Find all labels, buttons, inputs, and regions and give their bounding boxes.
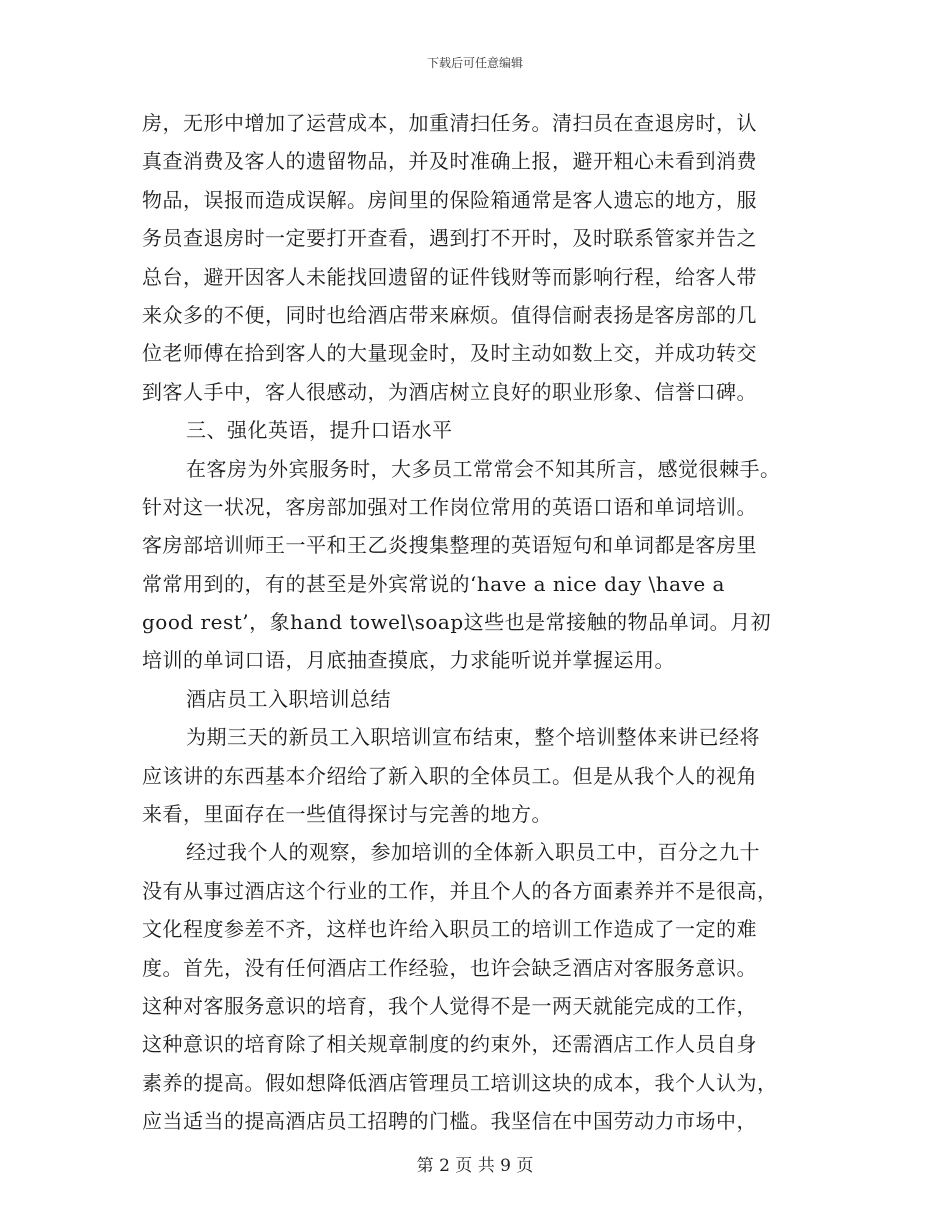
document-body [142,104,822,1141]
text-line: 物品，误报而造成误解。房间里的保险箱通常是客人遗忘的地方，服 [142,187,757,212]
page-header: 下载后可任意编辑 [426,56,523,70]
text-line: 这种对客服务意识的培育，我个人觉得不是一两天就能完成的工作， [142,993,757,1018]
text-line: 在客房为外宾服务时，大多员工常常会不知其所言，感觉很棘手。 [186,456,781,481]
text-line: 客房部培训师王一平和王乙炎搜集整理的英语短句和单词都是客房里 [142,533,757,558]
text-line: 到客人手中，客人很感动，为酒店树立良好的职业形象、信誉口碑。 [142,379,757,404]
text-line: 位老师傅在拾到客人的大量现金时，及时主动如数上交，并成功转交 [142,341,757,366]
text-line: 真查消费及客人的遗留物品，并及时准确上报，避开粗心未看到消费 [142,149,757,174]
page-footer: 第 2 页 共 9 页 [416,1156,534,1176]
text-line: 酒店员工入职培训总结 [186,686,391,711]
text-line: 这种意识的培育除了相关规章制度的约束外，还需酒店工作人员自身 [142,1032,757,1057]
text-line: 房，无形中增加了运营成本，加重清扫任务。清扫员在查退房时，认 [142,111,757,135]
text-line: 没有从事过酒店这个行业的工作，并且个人的各方面素养并不是很高， [142,878,778,903]
text-line: 务员查退房时一定要打开查看，遇到打不开时，及时联系管家并告之 [142,226,757,251]
text-line: 总台，避开因客人未能找回遗留的证件钱财等而影响行程，给客人带 [142,264,757,289]
text-line: 三、强化英语，提升口语水平 [186,418,453,443]
text-line: 来看，里面存在一些值得探讨与完善的地方。 [142,802,552,827]
text-line: 应该讲的东西基本介绍给了新入职的全体员工。但是从我个人的视角 [142,763,757,788]
text-line: 为期三天的新员工入职培训宣布结束，整个培训整体来讲已经将 [186,725,760,750]
text-line: 素养的提高。假如想降低酒店管理员工培训这块的成本，我个人认为， [142,1070,778,1095]
text-line: 文化程度参差不齐，这样也许给入职员工的培训工作造成了一定的难 [142,917,757,942]
text-line: 常常用到的，有的甚至是外宾常说的‘have a nice day \have a [142,571,725,596]
text-line: 培训的单词口语，月底抽查摸底，力求能听说并掌握运用。 [142,648,675,673]
text-line: 来众多的不便，同时也给酒店带来麻烦。值得信耐表扬是客房部的几 [142,302,757,327]
text-line: 应当适当的提高酒店员工招聘的门槛。我坚信在中国劳动力市场中， [142,1109,757,1134]
text-line: good rest’，象hand towel\soap这些也是常接触的物品单词。月初 [142,610,772,635]
text-line: 针对这一状况，客房部加强对工作岗位常用的英语口语和单词培训。 [142,494,757,519]
text-line: 经过我个人的观察，参加培训的全体新入职员工中，百分之九十 [186,840,760,865]
text-line: 度。首先，没有任何酒店工作经验，也许会缺乏酒店对客服务意识。 [142,955,757,980]
